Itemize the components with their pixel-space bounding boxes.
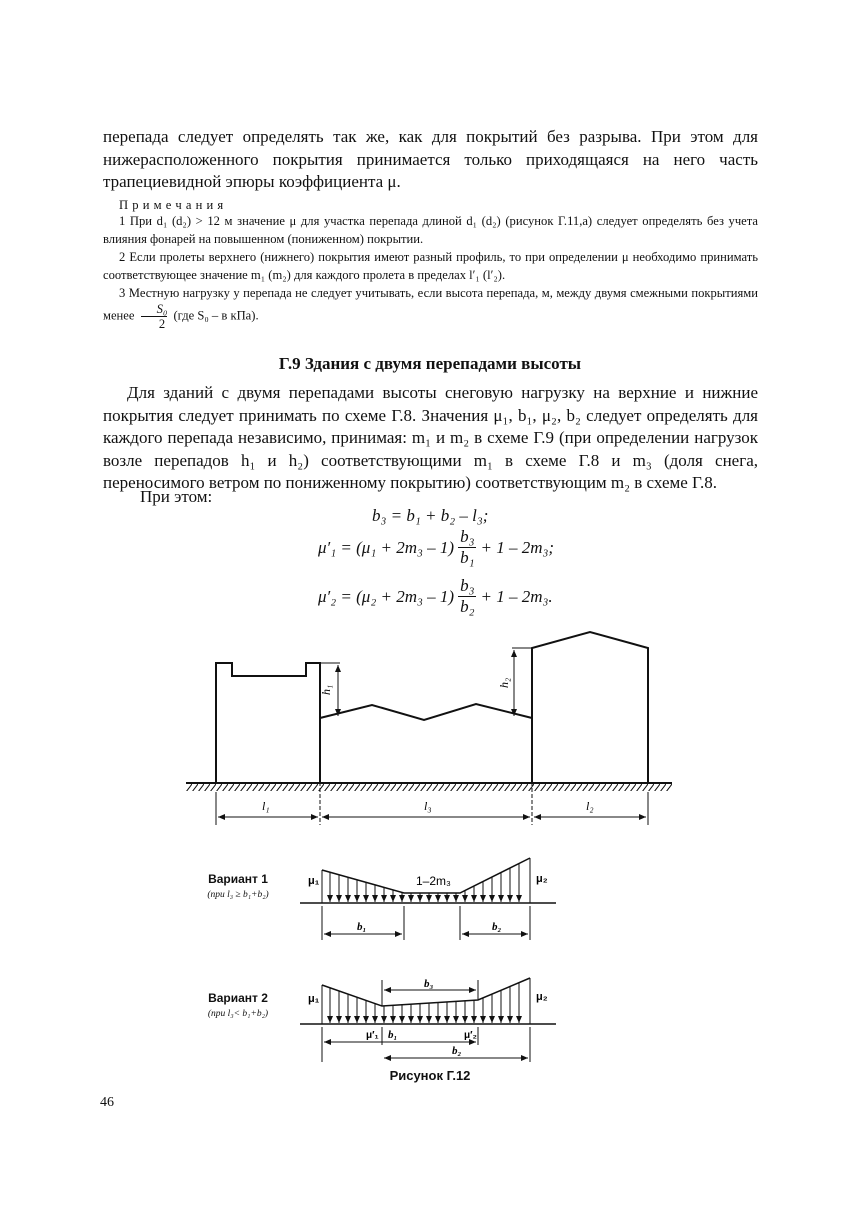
v2-b3-label: b₃ (424, 978, 434, 990)
eq2-right: + 1 – 2m₃; (480, 537, 555, 557)
page-number: 46 (100, 1095, 114, 1110)
variant-2-condition: (при l₃< b₁+b₂) (207, 1009, 269, 1019)
note-3-frac-num: S₀ (141, 302, 168, 317)
v2-mu1-label: μ₁ (308, 993, 320, 1005)
building-elevation (216, 632, 648, 783)
variant-2-diagram (300, 978, 556, 1062)
variant-2-title: Вариант 2 (208, 991, 268, 1005)
variant-1-condition: (при l₃ ≥ b₁+b₂) (207, 890, 269, 900)
v2-b1-label: b₁ (388, 1029, 398, 1041)
l2-label: l₂ (586, 799, 594, 813)
h2-label: h₂ (497, 677, 511, 688)
variant-1-title: Вариант 1 (208, 872, 268, 886)
right-building (532, 632, 648, 783)
eq2-den: b₁ (460, 548, 475, 567)
eq3-left: μ′₂ = (μ₂ + 2m₃ – 1) (318, 586, 455, 606)
v1-mid-label: 1–2m₃ (416, 874, 451, 888)
section-para-2: При этом: (140, 487, 213, 506)
ground-hatch (186, 784, 672, 791)
note-2: 2 Если пролеты верхнего (нижнего) покрытия имеют разный профиль, то при определении μ необходимо принимать соответствующее значение m₁ (m₂) для каждого пролета в пределах l′₁ (l′₂). (103, 250, 758, 282)
variant-1-diagram (300, 858, 556, 940)
l3-label: l₃ (424, 799, 432, 813)
middle-roof (320, 704, 532, 720)
equation-b3: b₃ = b₁ + b₂ – l₃; (372, 506, 489, 525)
intro-line-2: нижерасположенного покрытия принимается только приходящаяся на него часть (103, 150, 758, 169)
note-1: 1 При d₁ (d₂) > 12 м значение μ для участка перепада длиной d₁ (d₂) (рисунок Г.11,а) следует определять без учета влияния фонарей на повышенном (пониженном) покрытии. (103, 214, 758, 246)
variant-2-label (188, 991, 288, 1019)
eq3-num: b₃ (460, 576, 475, 595)
v1-b2-label: b₂ (492, 921, 502, 933)
intro-line-1: перепада следует определять так же, как для покрытий без разрыва. При этом для (103, 127, 758, 146)
v2-mu2-label: μ₂ (536, 991, 548, 1003)
variant-1-label (188, 872, 288, 900)
section-title: Г.9 Здания с двумя перепадами высоты (278, 354, 582, 373)
left-building (216, 663, 320, 783)
v2-mu2p-label: μ′₂ (464, 1030, 477, 1041)
notes-title: П р и м е ч а н и я (119, 198, 224, 212)
v2-mu1p-label: μ′₁ (366, 1030, 379, 1041)
intro-line-3: трапециевидной эпюры коэффициента μ. (103, 172, 401, 191)
v1-b1-label: b₁ (357, 921, 367, 933)
eq3-den: b₂ (460, 597, 475, 616)
eq2-left: μ′₁ = (μ₁ + 2m₃ – 1) (318, 537, 455, 557)
note-3-text: 3 Местную нагрузку у перепада не следует учитывать, если высота перепада, м, между двумя смежными покрытиями менее (103, 286, 758, 323)
section-paragraph: Для зданий с двумя перепадами высоты снеговую нагрузку на верхние и нижние покрытия следует принимать по схеме Г.8. Значения μ₁, b₁, μ₂, b₂ следует определять для каждого перепада независимо, принимая: m₁ и m₂ в схеме Г.9 (при определении нагрузок возле перепадов h₁ и h₂) соответствующими m₁ в схеме Г.8 и m₃ (доля снега, переносимого ветром по пониженному покрытию) соответствующим m₂ в схеме Г.8. (103, 383, 758, 492)
v1-mu2-label: μ₂ (536, 873, 548, 885)
figure-caption: Рисунок Г.12 (389, 1068, 471, 1083)
note-3-frac-den: 2 (158, 317, 166, 331)
l1-label: l₁ (262, 799, 270, 813)
eq3-right: + 1 – 2m₃. (480, 586, 553, 606)
v2-b2-label: b₂ (452, 1045, 462, 1057)
eq2-num: b₃ (460, 527, 475, 546)
v1-mu1-label: μ₁ (308, 875, 320, 887)
note-3-tail: (где S₀ – в кПа). (173, 308, 259, 323)
h1-label: h₁ (319, 684, 333, 695)
